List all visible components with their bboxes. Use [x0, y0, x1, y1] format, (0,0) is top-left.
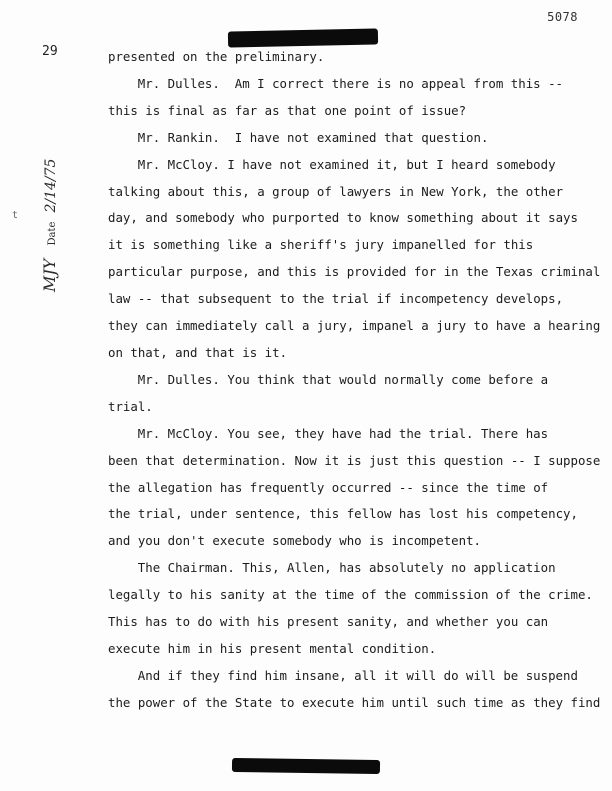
- transcript-line: This has to do with his present sanity, and whether you can: [108, 614, 549, 630]
- transcript-line: on that, and that is it.: [108, 344, 288, 360]
- transcript-line: it is something like a sheriff's jury impanelled for this: [108, 237, 534, 253]
- transcript-line: Mr. Dulles. You think that would normally come before a: [137, 371, 549, 387]
- transcript-line: execute him in his present mental condition.: [108, 640, 437, 656]
- transcript-line: and you don't execute somebody who is incompetent.: [108, 533, 481, 549]
- stamp-initials: MJY: [40, 258, 59, 292]
- transcript-line: law -- that subsequent to the trial if incompetency develops,: [108, 291, 564, 307]
- review-stamp: [40, 159, 59, 292]
- transcript-line: the power of the State to execute him until such time as they find: [108, 694, 601, 710]
- page-number: 5078: [547, 10, 578, 24]
- transcript-line: The Chairman. This, Allen, has absolutely no application: [137, 560, 556, 576]
- transcript-line: day, and somebody who purported to know something about it says: [108, 210, 578, 226]
- transcript-line: they can immediately call a jury, impanel a jury to have a hearing: [108, 318, 601, 334]
- transcript-line: presented on the preliminary.: [108, 49, 325, 64]
- transcript-line: the allegation has frequently occurred -- since the time of: [108, 479, 549, 495]
- margin-mark: t: [12, 210, 19, 221]
- transcript-body: [108, 44, 601, 717]
- transcript-line: legally to his sanity at the time of the commission of the crime.: [108, 587, 593, 603]
- transcript-line: been that determination. Now it is just this question -- I suppose: [108, 452, 601, 468]
- transcript-line: the trial, under sentence, this fellow has lost his competency,: [108, 506, 578, 522]
- transcript-line: talking about this, a group of lawyers in New York, the other: [108, 183, 564, 199]
- transcript-line: And if they find him insane, all it will do will be suspend: [137, 667, 578, 683]
- stamp-date: 2/14/75: [43, 158, 59, 213]
- transcript-line: Mr. McCloy. I have not examined it, but I heard somebody: [137, 156, 556, 172]
- transcript-line: trial.: [108, 398, 153, 414]
- stamp-date-label: Date: [47, 221, 58, 246]
- transcript-line: Mr. McCloy. You see, they have had the trial. There has: [137, 425, 549, 441]
- line-number: 29: [42, 44, 58, 59]
- transcript-line: Mr. Rankin. I have not examined that question.: [137, 129, 489, 145]
- transcript-line: this is final as far as that one point of issue?: [108, 102, 467, 118]
- transcript-line: particular purpose, and this is provided for in the Texas criminal: [108, 264, 601, 280]
- redaction-bar-bottom: [232, 758, 380, 774]
- transcript-line: Mr. Dulles. Am I correct there is no appeal from this --: [137, 75, 564, 91]
